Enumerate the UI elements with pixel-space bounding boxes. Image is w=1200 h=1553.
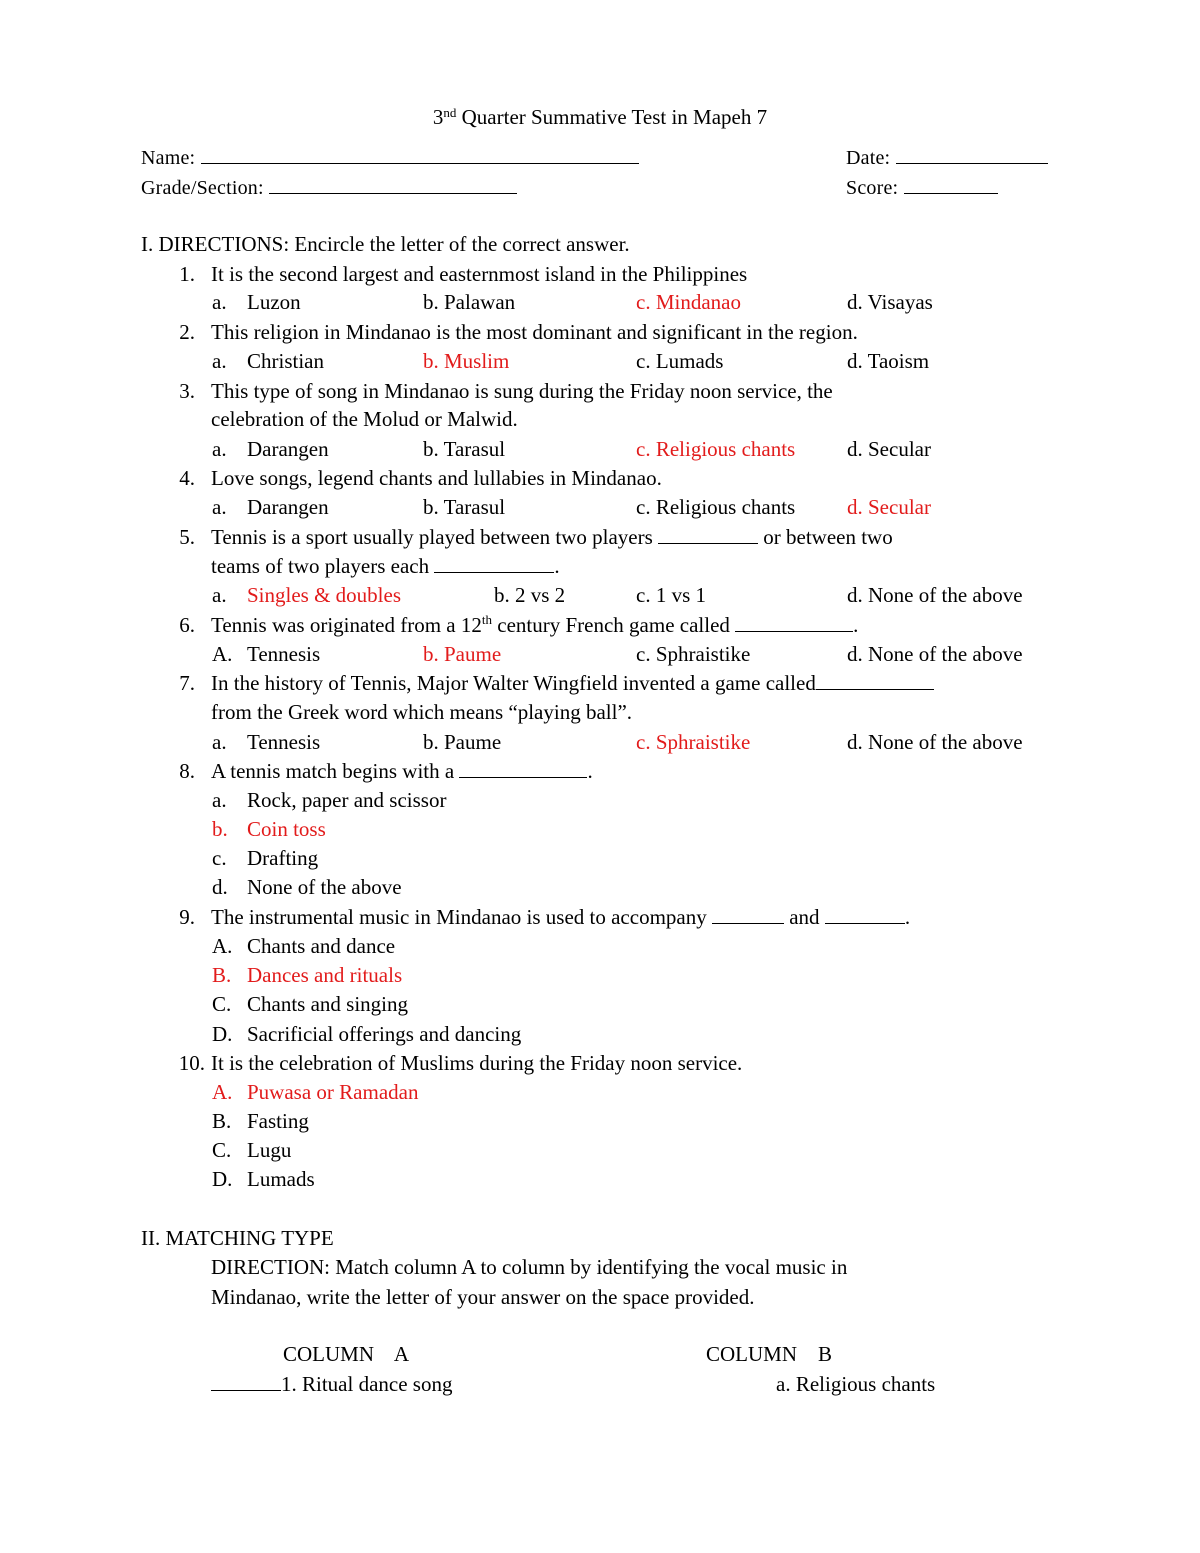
grade-section-blank[interactable]: [269, 173, 517, 194]
q7-option-d[interactable]: d. None of the above: [847, 730, 1023, 754]
q5-option-c[interactable]: c. 1 vs 1: [636, 583, 706, 607]
grade-section-field[interactable]: [141, 173, 517, 202]
q2-option-d[interactable]: d. Taoism: [847, 349, 930, 373]
q1-number: 1.: [179, 262, 195, 286]
q5-blank-2[interactable]: [434, 553, 554, 573]
q4-option-c[interactable]: c. Religious chants: [636, 495, 796, 519]
column-b-header: COLUMN B: [706, 1342, 833, 1366]
q6-blank[interactable]: [735, 612, 853, 632]
q9-option-c-text: Chants and singing: [247, 992, 408, 1016]
date-label: Date:: [846, 147, 891, 169]
q5-text-line2: teams of two players each .: [211, 554, 560, 578]
matching-item-1: 1. Ritual dance song: [211, 1370, 452, 1398]
q7-option-a[interactable]: a.: [212, 730, 227, 754]
q3-option-a[interactable]: a.: [212, 437, 227, 461]
matching-answer-a: a. Religious chants: [776, 1372, 936, 1396]
page-title: 3nd Quarter Summative Test in Mapeh 7: [432, 105, 768, 129]
score-blank[interactable]: [904, 173, 998, 194]
name-field[interactable]: [141, 143, 639, 172]
q7-text-line1: In the history of Tennis, Major Walter Wingfield invented a game called: [211, 669, 934, 697]
q4-option-d[interactable]: d. Secular: [847, 495, 931, 519]
q7-number: 7.: [179, 671, 195, 695]
q8-option-d-text: None of the above: [247, 875, 402, 899]
q10-option-c[interactable]: C.: [212, 1138, 232, 1162]
q8-option-a-text: Rock, paper and scissor: [247, 788, 447, 812]
q4-number: 4.: [179, 466, 195, 490]
date-blank[interactable]: [896, 143, 1048, 164]
q5-option-a-text: Singles & doubles: [247, 583, 402, 607]
q1-option-d[interactable]: d. Visayas: [847, 290, 933, 314]
q1-option-c[interactable]: c. Mindanao: [636, 290, 741, 314]
q6-number: 6.: [179, 613, 195, 637]
q3-text-line2: celebration of the Molud or Malwid.: [211, 407, 518, 431]
section1-heading: I. DIRECTIONS: Encircle the letter of the correct answer.: [141, 232, 630, 256]
q4-option-a-text: Darangen: [247, 495, 329, 519]
q9-blank-1[interactable]: [712, 904, 784, 924]
matching-item-1-blank[interactable]: [211, 1371, 281, 1391]
q5-option-d[interactable]: d. None of the above: [847, 583, 1023, 607]
q10-option-a-text: Puwasa or Ramadan: [247, 1080, 419, 1104]
q6-option-b[interactable]: b. Paume: [423, 642, 502, 666]
q2-option-a[interactable]: a.: [212, 349, 227, 373]
q6-option-d[interactable]: d. None of the above: [847, 642, 1023, 666]
q5-blank-1[interactable]: [658, 524, 758, 544]
q10-option-b-text: Fasting: [247, 1109, 309, 1133]
q8-option-c-text: Drafting: [247, 846, 319, 870]
q8-option-c[interactable]: c.: [212, 846, 227, 870]
q9-blank-2[interactable]: [825, 904, 905, 924]
q9-option-b-text: Dances and rituals: [247, 963, 403, 987]
q9-option-d[interactable]: D.: [212, 1022, 233, 1046]
q3-option-c[interactable]: c. Religious chants: [636, 437, 796, 461]
q9-option-a-text: Chants and dance: [247, 934, 396, 958]
q10-option-a[interactable]: A.: [212, 1080, 233, 1104]
q10-option-d[interactable]: D.: [212, 1167, 233, 1191]
q8-option-b-text: Coin toss: [247, 817, 326, 841]
q8-number: 8.: [179, 759, 195, 783]
section2-direction-line1: DIRECTION: Match column A to column by identifying the vocal music in: [211, 1255, 848, 1279]
q5-option-a[interactable]: a.: [212, 583, 227, 607]
q2-option-c[interactable]: c. Lumads: [636, 349, 724, 373]
q3-number: 3.: [179, 379, 195, 403]
section2-direction-line2: Mindanao, write the letter of your answer on the space provided.: [211, 1285, 755, 1309]
q9-option-a[interactable]: A.: [212, 934, 233, 958]
grade-section-label: Grade/Section:: [141, 177, 264, 199]
q3-option-b[interactable]: b. Tarasul: [423, 437, 506, 461]
q6-option-a[interactable]: A.: [212, 642, 233, 666]
q8-blank[interactable]: [459, 758, 587, 778]
section2-heading: II. MATCHING TYPE: [141, 1226, 334, 1250]
q8-option-d[interactable]: d.: [212, 875, 228, 899]
q8-option-a[interactable]: a.: [212, 788, 227, 812]
q10-option-b[interactable]: B.: [212, 1109, 232, 1133]
q1-text: It is the second largest and easternmost island in the Philippines: [211, 262, 748, 286]
q4-option-b[interactable]: b. Tarasul: [423, 495, 506, 519]
q10-option-c-text: Lugu: [247, 1138, 292, 1162]
q1-option-b[interactable]: b. Palawan: [423, 290, 516, 314]
date-field[interactable]: [846, 143, 1048, 172]
q5-number: 5.: [179, 525, 195, 549]
q4-text: Love songs, legend chants and lullabies in Mindanao.: [211, 466, 662, 490]
q9-option-d-text: Sacrificial offerings and dancing: [247, 1022, 522, 1046]
name-blank[interactable]: [201, 143, 639, 164]
q7-option-b[interactable]: b. Paume: [423, 730, 502, 754]
q9-text: The instrumental music in Mindanao is used to accompany and .: [211, 905, 911, 929]
q10-text: It is the celebration of Muslims during the Friday noon service.: [211, 1051, 743, 1075]
q8-text: A tennis match begins with a .: [211, 759, 593, 783]
q6-text: Tennis was originated from a 12th century French game called .: [211, 612, 859, 637]
q4-option-a[interactable]: a.: [212, 495, 227, 519]
q7-text-line2: from the Greek word which means “playing ball”.: [211, 700, 633, 724]
q1-option-a-text: Luzon: [247, 290, 301, 314]
q3-option-d[interactable]: d. Secular: [847, 437, 931, 461]
q3-text-line1: This type of song in Mindanao is sung during the Friday noon service, the: [211, 379, 833, 403]
q7-option-a-text: Tennesis: [247, 730, 321, 754]
q3-option-a-text: Darangen: [247, 437, 329, 461]
q5-text-line1: Tennis is a sport usually played between two players or between two: [211, 525, 893, 549]
q8-option-b[interactable]: b.: [212, 817, 228, 841]
q9-option-c[interactable]: C.: [212, 992, 232, 1016]
q2-number: 2.: [179, 320, 195, 344]
score-label: Score:: [846, 177, 899, 199]
q6-option-a-text: Tennesis: [247, 642, 321, 666]
q7-blank[interactable]: [816, 670, 934, 690]
q2-text: This religion in Mindanao is the most dominant and significant in the region.: [211, 320, 858, 344]
q9-option-b[interactable]: B.: [212, 963, 232, 987]
q2-option-b[interactable]: b. Muslim: [423, 349, 510, 373]
name-label: Name:: [141, 147, 196, 169]
q10-option-d-text: Lumads: [247, 1167, 315, 1191]
column-a-header: COLUMN A: [283, 1342, 410, 1366]
q2-option-a-text: Christian: [247, 349, 324, 373]
q1-option-a[interactable]: a.: [212, 290, 227, 314]
q7-option-c[interactable]: c. Sphraistike: [636, 730, 751, 754]
q10-number: 10.: [178, 1051, 205, 1075]
q5-option-b[interactable]: b. 2 vs 2: [494, 583, 566, 607]
score-field[interactable]: [846, 173, 998, 202]
q9-number: 9.: [179, 905, 195, 929]
q6-option-c[interactable]: c. Sphraistike: [636, 642, 751, 666]
